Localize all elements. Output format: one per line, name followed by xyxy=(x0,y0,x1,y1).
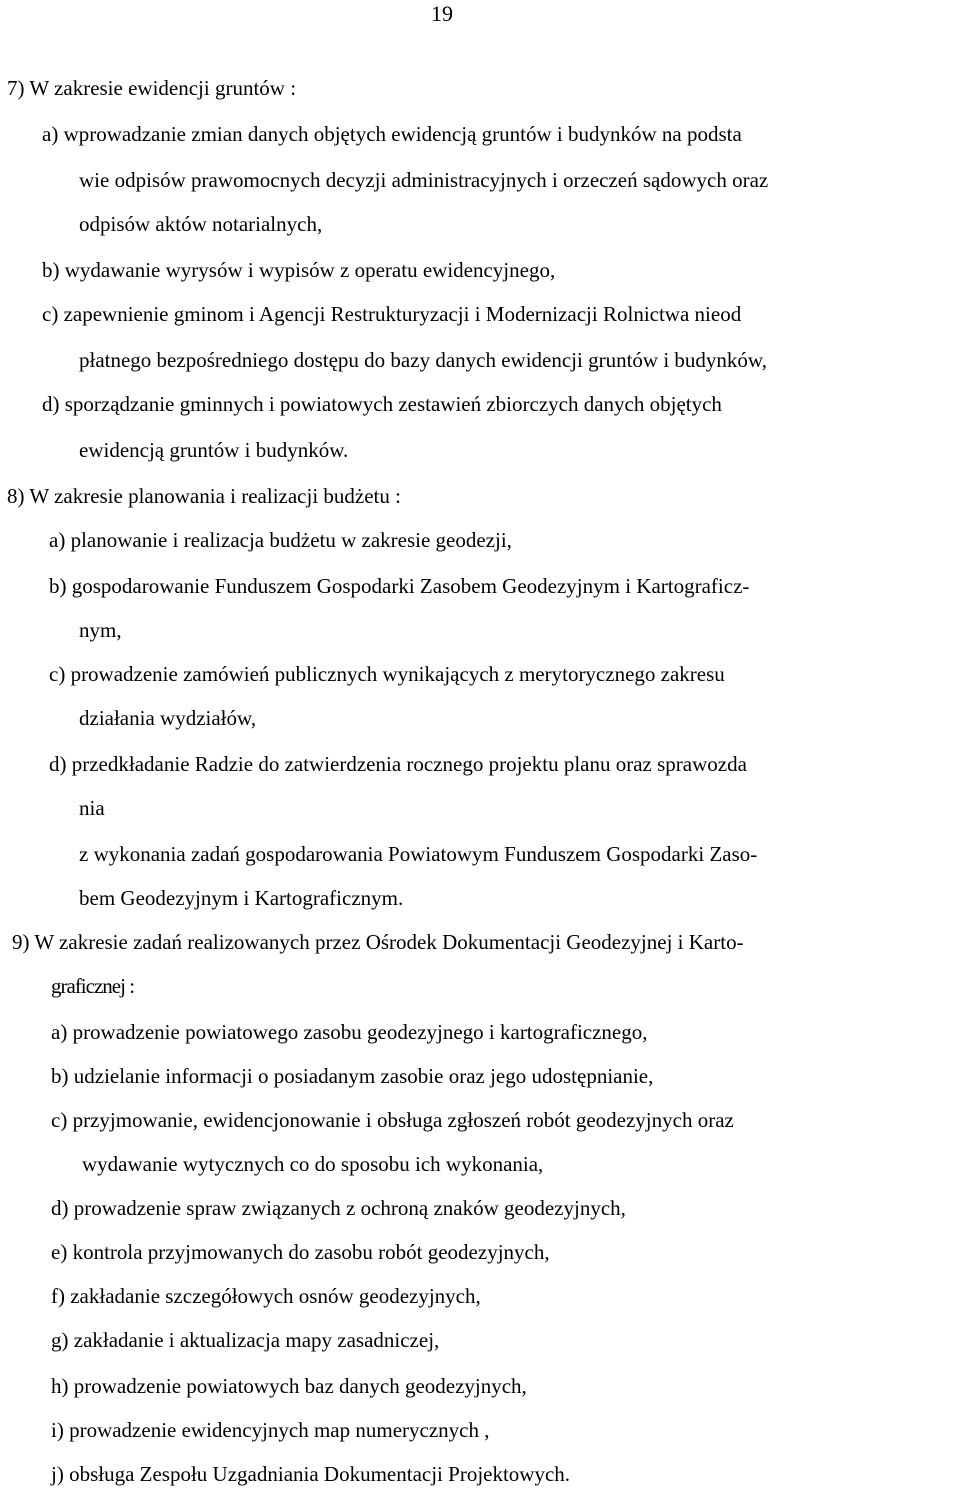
item-8d-line-4: bem Geodezyjnym i Kartograficznym. xyxy=(79,886,404,910)
item-9j: j) obsługa Zespołu Uzgadniania Dokumentacji Projektowych. xyxy=(51,1462,571,1486)
item-7d-line-1: d) sporządzanie gminnych i powiatowych zestawień zbiorczych danych objętych xyxy=(42,392,722,416)
section-9-heading-line-2: graficznej : xyxy=(51,974,135,998)
item-9h: h) prowadzenie powiatowych baz danych geodezyjnych, xyxy=(51,1374,527,1398)
item-9c-line-2: wydawanie wytycznych co do sposobu ich wykonania, xyxy=(82,1152,544,1176)
item-7d-line-2: ewidencją gruntów i budynków. xyxy=(79,438,349,462)
item-9b: b) udzielanie informacji o posiadanym zasobie oraz jego udostępnianie, xyxy=(51,1064,654,1088)
item-9g: g) zakładanie i aktualizacja mapy zasadniczej, xyxy=(51,1328,440,1352)
item-8a: a) planowanie i realizacja budżetu w zakresie geodezji, xyxy=(49,528,512,552)
section-7-heading: 7) W zakresie ewidencji gruntów : xyxy=(7,76,297,100)
item-9e: e) kontrola przyjmowanych do zasobu robót geodezyjnych, xyxy=(51,1240,550,1264)
item-7a-line-3: odpisów aktów notarialnych, xyxy=(79,212,323,236)
section-8-heading: 8) W zakresie planowania i realizacji budżetu : xyxy=(7,484,401,508)
item-7c-line-1: c) zapewnienie gminom i Agencji Restrukturyzacji i Modernizacji Rolnictwa nieod xyxy=(42,302,742,326)
page-number: 19 xyxy=(431,1,453,26)
item-9d: d) prowadzenie spraw związanych z ochroną znaków geodezyjnych, xyxy=(51,1196,626,1220)
item-9a: a) prowadzenie powiatowego zasobu geodezyjnego i kartograficznego, xyxy=(51,1020,648,1044)
item-7c-line-2: płatnego bezpośredniego dostępu do bazy danych ewidencji gruntów i budynków, xyxy=(79,348,767,372)
item-7a-line-1: a) wprowadzanie zmian danych objętych ewidencją gruntów i budynków na podsta xyxy=(42,122,742,146)
item-9f: f) zakładanie szczegółowych osnów geodezyjnych, xyxy=(51,1284,481,1308)
item-9i: i) prowadzenie ewidencyjnych map numerycznych , xyxy=(51,1418,490,1442)
section-9-heading-line-1: 9) W zakresie zadań realizowanych przez Ośrodek Dokumentacji Geodezyjnej i Karto- xyxy=(12,930,744,954)
item-8c-line-1: c) prowadzenie zamówień publicznych wynikających z merytorycznego zakresu xyxy=(49,662,725,686)
item-8c-line-2: działania wydziałów, xyxy=(79,706,257,730)
item-8d-line-3: z wykonania zadań gospodarowania Powiatowym Funduszem Gospodarki Zaso- xyxy=(79,842,758,866)
item-8d-line-1: d) przedkładanie Radzie do zatwierdzenia rocznego projektu planu oraz sprawozda xyxy=(49,752,747,776)
item-9c-line-1: c) przyjmowanie, ewidencjonowanie i obsługa zgłoszeń robót geodezyjnych oraz xyxy=(51,1108,734,1132)
item-8d-line-2: nia xyxy=(79,796,105,820)
item-8b-line-1: b) gospodarowanie Funduszem Gospodarki Zasobem Geodezyjnym i Kartograficz- xyxy=(49,574,750,598)
item-7b: b) wydawanie wyrysów i wypisów z operatu ewidencyjnego, xyxy=(42,258,556,282)
item-8b-line-2: nym, xyxy=(79,618,122,642)
item-7a-line-2: wie odpisów prawomocnych decyzji administracyjnych i orzeczeń sądowych oraz xyxy=(79,168,769,192)
